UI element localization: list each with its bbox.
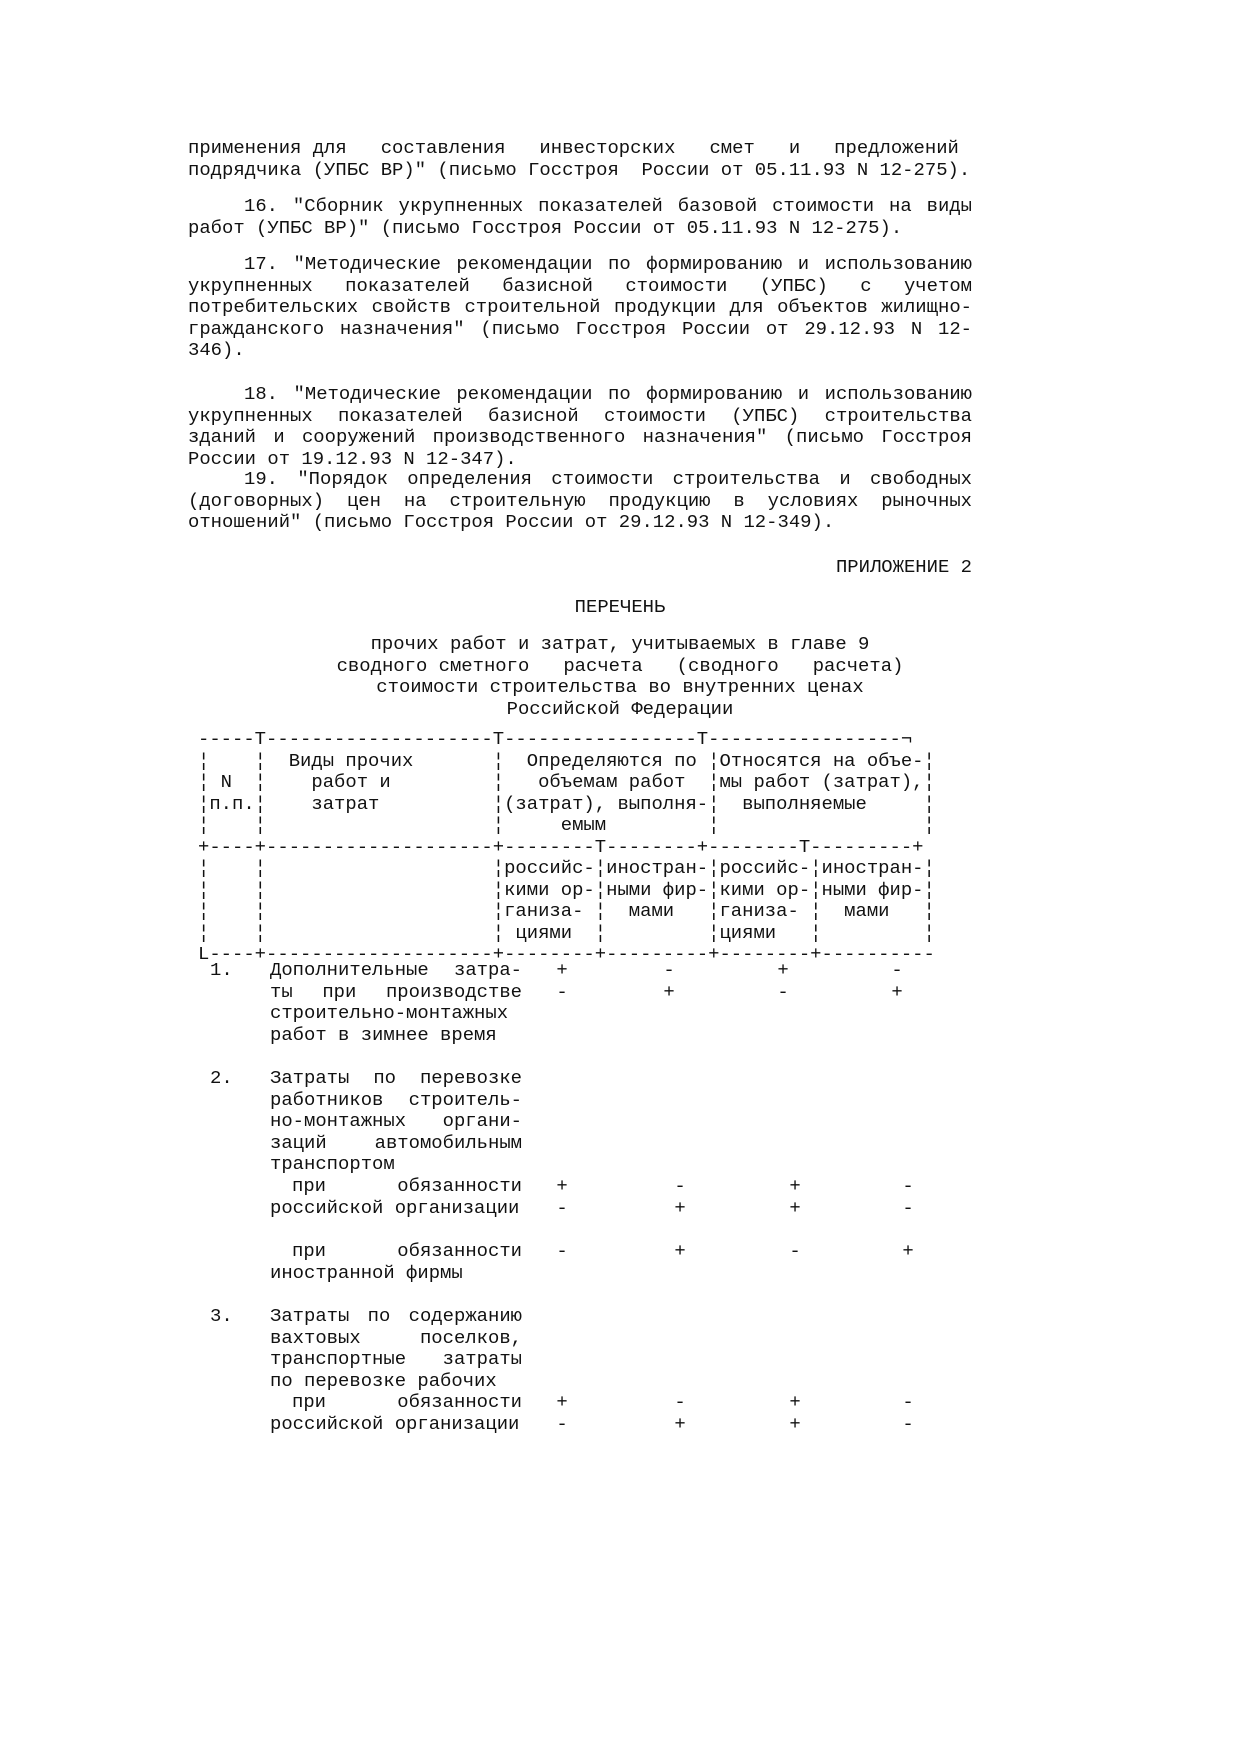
p15-tail-line1: применения для составления инвесторских смет и предложений <box>188 137 959 159</box>
mark: - <box>902 1175 914 1197</box>
mark: - <box>556 1196 568 1219</box>
paragraph-17: 17. "Методические рекомендации по формированию и использованию укрупненных показателей базисной стоимости (УПБС) с учетом потребительских свойств строительной продукции для объектов жилищно-гражданского назначения" (письмо Госстроя России от 29.12.93 N 12-346). <box>188 253 972 361</box>
mark: - <box>902 1391 914 1413</box>
list-title: ПЕРЕЧЕНЬ <box>574 596 666 618</box>
mark: - <box>663 959 675 981</box>
row-2-sub-2-marks <box>0 1241 1240 1263</box>
row-2-number: 2. <box>210 1067 233 1089</box>
mark: + <box>663 980 675 1003</box>
mark: - <box>556 1412 568 1435</box>
row-2-name: Затраты по перевозке работников строитель- но-монтажных органи- заций автомобильным транспортом <box>270 1067 522 1175</box>
table-header: -----T--------------------T-----------------T-----------------¬ ¦ ¦ Виды прочих ¦ Определяются по ¦Относятся на объе-¦ ¦ N ¦ работ и ¦ объемам работ ¦мы работ (затрат),¦ ¦п.п.¦ затрат ¦(затрат), выполня-¦ выполняемые ¦ ¦ ¦ ¦ емым ¦ ¦ +----+--------------------+--------T--------+--------T---------+ ¦ ¦ ¦российс-¦иностран-¦российс-¦иностран-¦ ¦ ¦ ¦кими ор-¦ными фир-¦кими ор-¦ными фир-¦ ¦ ¦ ¦ганиза- ¦ мами ¦ганиза- ¦ мами ¦ ¦ ¦ ¦ циями ¦ ¦циями ¦ ¦ L----+--------------------+--------+---------+--------+---------- <box>198 728 935 965</box>
mark: + <box>789 1391 801 1413</box>
p15-tail-line2: подрядчика (УПБС ВР)" (письмо Госстроя России от 05.11.93 N 12-275). <box>188 158 971 181</box>
row-2-sub-2-name: при обязанности иностранной фирмы <box>270 1240 522 1284</box>
subtitle-line-1: прочих работ и затрат, учитываемых в главе 9 <box>370 633 870 655</box>
mark: - <box>777 980 789 1003</box>
mark: + <box>674 1412 686 1435</box>
mark: - <box>674 1391 686 1413</box>
mark: + <box>902 1240 914 1262</box>
subtitle-line-4: Российской Федерации <box>506 697 734 720</box>
mark: - <box>674 1175 686 1197</box>
mark: - <box>556 1240 568 1262</box>
row-3-name: Затраты по содержанию вахтовых поселков, транспортные затраты по перевозке рабочих <box>270 1305 522 1392</box>
mark: + <box>674 1196 686 1219</box>
mark: + <box>556 1391 568 1413</box>
row-3-sub-1-marks <box>0 1392 1240 1436</box>
paragraph-18: 18. "Методические рекомендации по формированию и использованию укрупненных показателей базисной стоимости (УПБС) строительства зданий и сооружений производственного назначения" (письмо Госстроя России от 19.12.93 N 12-347). <box>188 383 972 470</box>
mark: + <box>789 1196 801 1219</box>
subtitle-line-2: сводного сметного расчета (сводного расчета) <box>336 654 904 677</box>
mark: - <box>556 980 568 1003</box>
paragraph-19: 19. "Порядок определения стоимости строительства и свободных (договорных) цен на строительную продукцию в условиях рыночных отношений" (письмо Госстроя России от 29.12.93 N 12-349). <box>188 468 972 533</box>
row-2-sub-1-name: при обязанности российской организации <box>270 1175 522 1219</box>
mark: - <box>891 959 903 981</box>
mark: + <box>556 959 568 981</box>
row-1-marks <box>0 960 1240 1004</box>
row-3-number: 3. <box>210 1305 233 1327</box>
mark: + <box>789 1175 801 1197</box>
mark: + <box>891 980 903 1003</box>
row-1-name: Дополнительные затра- ты при производстве строительно-монтажных работ в зимнее время <box>270 959 522 1046</box>
row-3-sub-1-name: при обязанности российской организации <box>270 1391 522 1435</box>
mark: - <box>902 1412 914 1435</box>
row-1-number: 1. <box>210 959 233 981</box>
mark: - <box>789 1240 801 1262</box>
mark: + <box>777 959 789 981</box>
appendix-label: ПРИЛОЖЕНИЕ 2 <box>835 556 972 578</box>
mark: + <box>556 1175 568 1197</box>
mark: + <box>789 1412 801 1435</box>
mark: + <box>674 1240 686 1262</box>
subtitle-line-3: стоимости строительства во внутренних ценах <box>376 676 864 698</box>
row-2-sub-1-marks <box>0 1176 1240 1220</box>
paragraph-16: 16. "Сборник укрупненных показателей базовой стоимости на виды работ (УПБС ВР)" (письмо Госстроя России от 05.11.93 N 12-275). <box>188 195 972 239</box>
mark: - <box>902 1196 914 1219</box>
